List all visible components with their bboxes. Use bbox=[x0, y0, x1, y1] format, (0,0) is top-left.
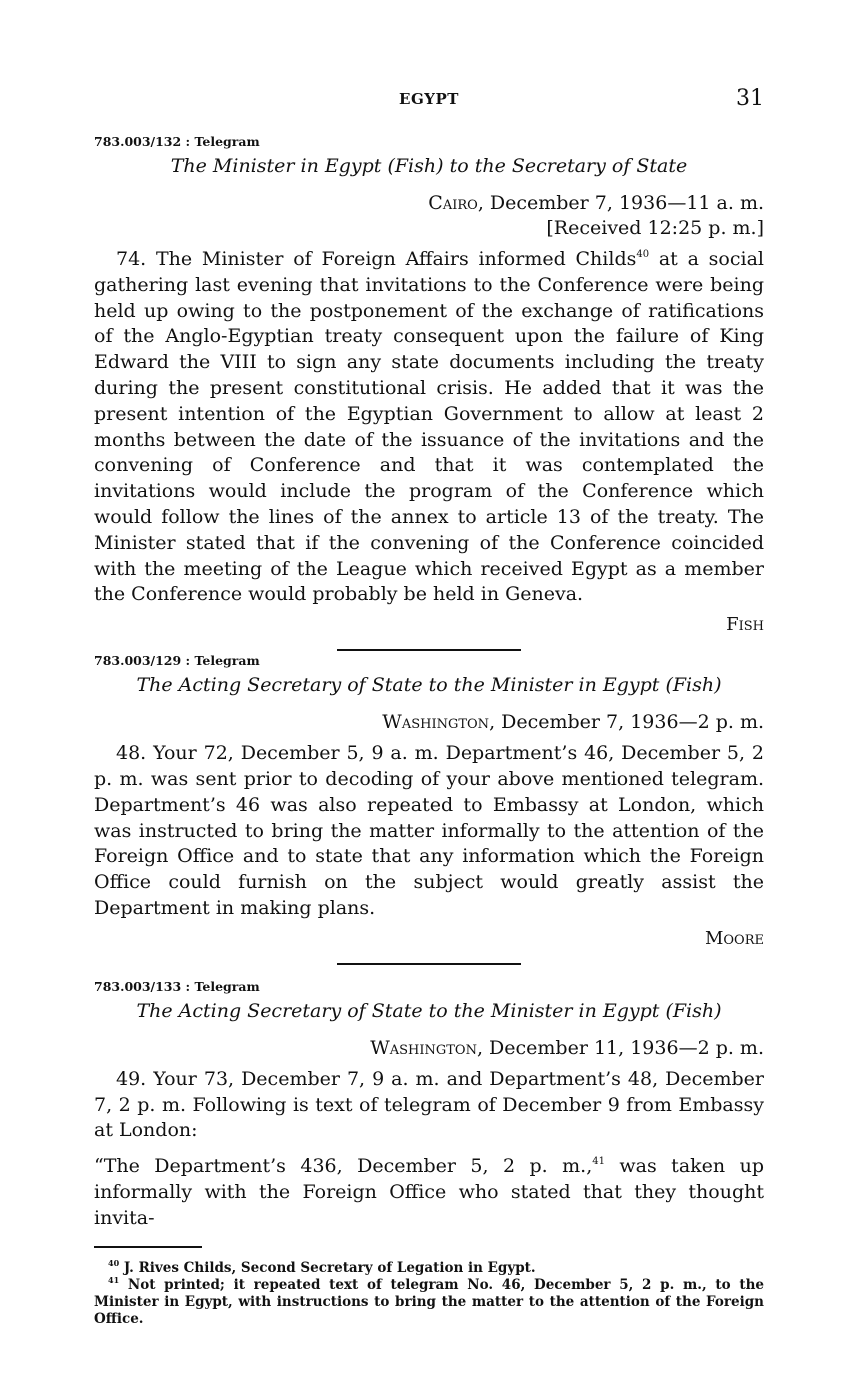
footnote-mark: 40 bbox=[108, 1257, 120, 1268]
document-heading: The Acting Secretary of State to the Minister in Egypt (Fish) bbox=[136, 999, 722, 1022]
dateline-place: Washington bbox=[370, 1036, 477, 1059]
telegram-paragraph bbox=[94, 247, 764, 608]
page-number: 31 bbox=[736, 86, 764, 111]
section-divider bbox=[337, 963, 521, 965]
quoted-telegram bbox=[94, 1154, 764, 1231]
quote-start: “The Department’s 436, December 5, 2 p. m., bbox=[94, 1155, 593, 1178]
dateline bbox=[94, 710, 764, 735]
footnote-rule bbox=[94, 1246, 202, 1248]
dateline-place: Cairo bbox=[428, 192, 478, 214]
file-reference: 783.003/129 : Telegram bbox=[94, 653, 260, 669]
running-head bbox=[94, 86, 764, 116]
telegram-section-133 bbox=[94, 979, 764, 1232]
footnotes bbox=[94, 1257, 764, 1328]
paragraph-start: 74. The Minister of Foreign Affairs informed Childs bbox=[116, 248, 637, 270]
dateline-date: , December 7, 1936—2 p. m. bbox=[489, 711, 764, 734]
telegram-section-129 bbox=[94, 653, 764, 949]
paragraph-rest: at a social gathering last evening that invitations to the Conference were being held up owing to the postponement of the exchange of ratifications of the Anglo-Egyptian treaty consequent upon the failure of King Edward the VIII to sign any state documents including the treaty during the present constitutional crisis. He added that it was the present intention of the Egyptian Government to allow at least 2 months between the date of the issuance of the invitations and the convening of Conference and that it was contemplated the invitations would include the program of the Conference which would follow the lines of the annex to article 13 of the treaty. The Minister stated that if the convening of the Conference coincided with the meeting of the League which received Egypt as a member the Conference would probably be held in Geneva. bbox=[94, 248, 764, 606]
footnote-text: Not printed; it repeated text of telegram No. 46, December 5, 2 p. m., to the Minister in Egypt, with instructions to bring the matter to the attention of the Foreign Office. bbox=[94, 1276, 764, 1327]
telegram-section-132 bbox=[94, 134, 764, 635]
file-reference: 783.003/133 : Telegram bbox=[94, 978, 260, 994]
footnote-text: J. Rives Childs, Second Secretary of Legation in Egypt. bbox=[119, 1259, 536, 1276]
section-divider bbox=[337, 649, 521, 651]
dateline-date: , December 11, 1936—2 p. m. bbox=[476, 1036, 764, 1059]
document-heading: The Acting Secretary of State to the Minister in Egypt (Fish) bbox=[136, 674, 722, 697]
dateline-place: Washington bbox=[382, 711, 490, 734]
dateline bbox=[94, 1036, 764, 1061]
dateline-date: , December 7, 1936—11 a. m. bbox=[477, 192, 764, 214]
footnote-40 bbox=[94, 1257, 764, 1277]
document-page bbox=[94, 86, 764, 1328]
signature: Fish bbox=[726, 614, 764, 636]
footnote-41 bbox=[94, 1274, 764, 1328]
telegram-paragraph: 48. Your 72, December 5, 9 a. m. Department’s 46, December 5, 2 p. m. was sent prior to decoding of your above mentioned telegram. Department’s 46 was also repeated to Embassy at London, which was instructed to bring the matter informally to the attention of the Foreign Office and to state that any information which the Foreign Office could furnish on the subject would greatly assist the Department in making plans. bbox=[94, 742, 764, 919]
footnote-reference: 41 bbox=[592, 1156, 605, 1168]
file-reference: 783.003/132 : Telegram bbox=[94, 134, 260, 149]
signature: Moore bbox=[704, 927, 764, 949]
dateline bbox=[94, 191, 764, 216]
footnote-mark: 41 bbox=[108, 1274, 120, 1285]
received-line: [Received 12:25 p. m.] bbox=[546, 217, 764, 239]
quote-rest: was taken up informally with the Foreign Office who stated that they thought invita- bbox=[94, 1155, 764, 1229]
document-heading: The Minister in Egypt (Fish) to the Secretary of State bbox=[170, 155, 688, 177]
running-title: EGYPT bbox=[399, 90, 459, 108]
footnote-reference: 40 bbox=[636, 249, 650, 260]
telegram-paragraph: 49. Your 73, December 7, 9 a. m. and Department’s 48, December 7, 2 p. m. Following is text of telegram of December 9 from Embassy at London: bbox=[94, 1067, 764, 1142]
